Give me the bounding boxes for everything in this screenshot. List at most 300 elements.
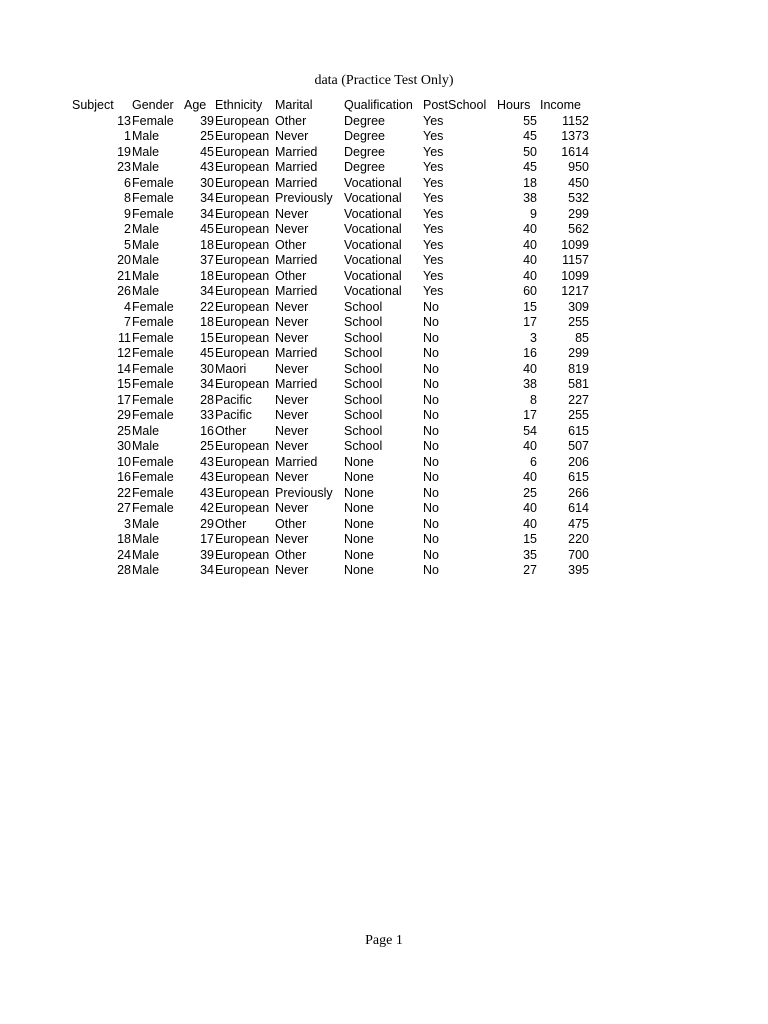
cell-subject: 10 <box>117 454 131 469</box>
cell-subject: 25 <box>117 423 131 438</box>
cell-postschool: Yes <box>423 284 444 298</box>
cell-age: 22 <box>200 299 214 314</box>
table-row <box>0 331 620 347</box>
cell-subject: 19 <box>117 144 131 159</box>
cell-gender: Female <box>132 330 174 345</box>
cell-ethnicity: European <box>215 191 270 205</box>
cell-qualification: Vocational <box>344 253 402 267</box>
cell-income: 227 <box>568 392 589 407</box>
cell-ethnicity: European <box>215 330 270 345</box>
cell-gender: Female <box>132 206 174 221</box>
cell-marital: Never <box>275 330 309 345</box>
cell-hours: 40 <box>523 439 537 453</box>
cell-age: 25 <box>200 439 214 453</box>
column-header-gender: Gender <box>132 98 174 112</box>
cell-marital: Other <box>275 113 307 128</box>
cell-postschool: Yes <box>423 268 444 283</box>
cell-subject: 15 <box>117 377 131 391</box>
cell-postschool: Yes <box>423 237 444 252</box>
table-row <box>0 207 620 223</box>
cell-subject: 5 <box>124 237 131 252</box>
cell-subject: 24 <box>117 547 131 562</box>
table-row <box>0 517 620 533</box>
cell-age: 30 <box>200 175 214 190</box>
cell-age: 39 <box>200 113 214 128</box>
cell-age: 17 <box>200 532 214 546</box>
cell-ethnicity: European <box>215 144 270 159</box>
cell-marital: Never <box>275 532 309 546</box>
cell-hours: 17 <box>523 315 537 329</box>
cell-qualification: Degree <box>344 113 385 128</box>
cell-hours: 6 <box>530 454 537 469</box>
cell-qualification: None <box>344 501 374 515</box>
cell-qualification: School <box>344 330 383 345</box>
cell-postschool: Yes <box>423 175 444 190</box>
cell-ethnicity: European <box>215 284 270 298</box>
table-body <box>0 114 620 579</box>
cell-age: 34 <box>200 284 214 298</box>
column-header-marital: Marital <box>275 98 313 112</box>
cell-subject: 21 <box>117 268 131 283</box>
cell-income: 562 <box>568 222 589 236</box>
column-header-qualification: Qualification <box>344 98 413 112</box>
cell-age: 39 <box>200 547 214 562</box>
cell-qualification: School <box>344 439 383 453</box>
cell-marital: Previously <box>275 485 333 500</box>
cell-hours: 40 <box>523 222 537 236</box>
cell-age: 45 <box>200 144 214 159</box>
cell-qualification: None <box>344 547 374 562</box>
cell-age: 45 <box>200 222 214 236</box>
cell-age: 34 <box>200 563 214 577</box>
table-row <box>0 439 620 455</box>
cell-hours: 54 <box>523 423 537 438</box>
cell-postschool: Yes <box>423 191 444 205</box>
cell-ethnicity: European <box>215 237 270 252</box>
cell-gender: Male <box>132 268 160 283</box>
cell-hours: 38 <box>523 191 537 205</box>
cell-hours: 40 <box>523 516 537 531</box>
cell-marital: Married <box>275 284 318 298</box>
cell-income: 299 <box>568 346 589 360</box>
cell-gender: Male <box>132 237 160 252</box>
cell-ethnicity: Pacific <box>215 408 252 422</box>
cell-postschool: No <box>423 330 439 345</box>
cell-marital: Other <box>275 516 307 531</box>
cell-gender: Female <box>132 191 174 205</box>
cell-hours: 15 <box>523 299 537 314</box>
cell-gender: Male <box>132 144 160 159</box>
cell-gender: Female <box>132 470 174 484</box>
table-row <box>0 191 620 207</box>
cell-income: 255 <box>568 315 589 329</box>
cell-gender: Female <box>132 501 174 515</box>
table-row <box>0 393 620 409</box>
cell-subject: 4 <box>124 299 131 314</box>
cell-marital: Other <box>275 547 307 562</box>
cell-hours: 3 <box>530 330 537 345</box>
cell-ethnicity: European <box>215 563 270 577</box>
column-header-postschool: PostSchool <box>423 98 487 112</box>
column-header-ethnicity: Ethnicity <box>215 98 263 112</box>
cell-ethnicity: European <box>215 253 270 267</box>
cell-subject: 7 <box>124 315 131 329</box>
cell-income: 450 <box>568 175 589 190</box>
cell-qualification: Degree <box>344 144 385 159</box>
table-row <box>0 145 620 161</box>
cell-gender: Male <box>132 423 160 438</box>
cell-marital: Never <box>275 361 309 376</box>
table-row <box>0 222 620 238</box>
cell-subject: 13 <box>117 113 131 128</box>
table-row <box>0 129 620 145</box>
cell-subject: 11 <box>118 330 131 345</box>
cell-gender: Female <box>132 485 174 500</box>
cell-marital: Never <box>275 206 309 221</box>
cell-qualification: School <box>344 346 383 360</box>
cell-income: 475 <box>568 516 589 531</box>
cell-ethnicity: Other <box>215 423 247 438</box>
table-row <box>0 362 620 378</box>
table-row <box>0 300 620 316</box>
cell-postschool: No <box>423 516 439 531</box>
cell-qualification: Degree <box>344 160 385 174</box>
cell-hours: 45 <box>523 129 537 143</box>
cell-gender: Male <box>132 532 160 546</box>
cell-age: 18 <box>200 315 214 329</box>
cell-marital: Other <box>275 237 307 252</box>
cell-marital: Other <box>275 268 307 283</box>
cell-qualification: None <box>344 532 374 546</box>
cell-subject: 30 <box>117 439 131 453</box>
cell-subject: 28 <box>117 563 131 577</box>
cell-subject: 23 <box>117 160 131 174</box>
cell-postschool: Yes <box>423 206 444 221</box>
cell-hours: 40 <box>523 253 537 267</box>
column-header-hours: Hours <box>497 98 531 112</box>
cell-marital: Never <box>275 222 309 236</box>
cell-income: 85 <box>575 330 589 345</box>
column-header-age: Age <box>184 98 207 112</box>
table-row <box>0 486 620 502</box>
cell-subject: 16 <box>117 470 131 484</box>
cell-subject: 6 <box>124 175 131 190</box>
cell-income: 1217 <box>561 284 589 298</box>
cell-age: 37 <box>200 253 214 267</box>
data-table <box>0 98 620 579</box>
cell-marital: Never <box>275 501 309 515</box>
table-header-row <box>0 98 620 114</box>
cell-gender: Male <box>132 547 160 562</box>
cell-income: 581 <box>568 377 589 391</box>
cell-postschool: No <box>423 377 439 391</box>
cell-postschool: Yes <box>423 129 444 143</box>
table-row <box>0 315 620 331</box>
cell-subject: 2 <box>124 222 131 236</box>
cell-income: 614 <box>568 501 589 515</box>
cell-postschool: No <box>423 547 439 562</box>
cell-income: 309 <box>568 299 589 314</box>
cell-age: 30 <box>200 361 214 376</box>
cell-subject: 3 <box>124 516 131 531</box>
cell-ethnicity: European <box>215 315 270 329</box>
cell-qualification: Degree <box>344 129 385 143</box>
cell-hours: 40 <box>523 470 537 484</box>
cell-age: 43 <box>200 454 214 469</box>
cell-income: 615 <box>568 423 589 438</box>
cell-qualification: School <box>344 299 383 314</box>
cell-qualification: School <box>344 315 383 329</box>
cell-marital: Married <box>275 144 318 159</box>
cell-subject: 29 <box>117 408 131 422</box>
cell-ethnicity: European <box>215 532 270 546</box>
cell-hours: 55 <box>523 113 537 128</box>
cell-postschool: Yes <box>423 253 444 267</box>
cell-qualification: None <box>344 516 374 531</box>
table-row <box>0 269 620 285</box>
cell-qualification: School <box>344 377 383 391</box>
cell-hours: 35 <box>523 547 537 562</box>
cell-qualification: School <box>344 423 383 438</box>
cell-qualification: None <box>344 563 374 577</box>
cell-subject: 14 <box>117 361 131 376</box>
column-header-income: Income <box>540 98 581 112</box>
table-row <box>0 284 620 300</box>
cell-gender: Male <box>132 284 160 298</box>
cell-postschool: No <box>423 361 439 376</box>
table-row <box>0 548 620 564</box>
cell-subject: 17 <box>117 392 131 407</box>
cell-age: 34 <box>200 377 214 391</box>
cell-qualification: Vocational <box>344 284 402 298</box>
cell-postschool: No <box>423 315 439 329</box>
cell-postschool: No <box>423 423 439 438</box>
cell-age: 29 <box>200 516 214 531</box>
cell-hours: 40 <box>523 361 537 376</box>
cell-income: 700 <box>568 547 589 562</box>
cell-marital: Married <box>275 160 318 174</box>
cell-age: 43 <box>200 160 214 174</box>
cell-hours: 40 <box>523 268 537 283</box>
cell-hours: 27 <box>523 563 537 577</box>
table-row <box>0 501 620 517</box>
cell-income: 206 <box>568 454 589 469</box>
cell-subject: 12 <box>117 346 131 360</box>
table-row <box>0 455 620 471</box>
cell-postschool: No <box>423 346 439 360</box>
cell-income: 950 <box>568 160 589 174</box>
cell-age: 18 <box>200 268 214 283</box>
cell-ethnicity: European <box>215 485 270 500</box>
cell-marital: Never <box>275 423 309 438</box>
table-row <box>0 532 620 548</box>
cell-qualification: School <box>344 392 383 407</box>
cell-hours: 15 <box>523 532 537 546</box>
cell-marital: Never <box>275 439 309 453</box>
cell-postschool: No <box>423 485 439 500</box>
cell-marital: Never <box>275 408 309 422</box>
cell-age: 15 <box>200 330 214 345</box>
cell-income: 1157 <box>562 253 589 267</box>
cell-hours: 40 <box>523 501 537 515</box>
cell-marital: Never <box>275 129 309 143</box>
cell-postschool: No <box>423 408 439 422</box>
cell-marital: Married <box>275 253 318 267</box>
cell-postschool: No <box>423 299 439 314</box>
cell-qualification: School <box>344 408 383 422</box>
cell-age: 45 <box>200 346 214 360</box>
cell-hours: 60 <box>523 284 537 298</box>
cell-ethnicity: European <box>215 377 270 391</box>
cell-subject: 20 <box>117 253 131 267</box>
cell-income: 220 <box>568 532 589 546</box>
cell-ethnicity: European <box>215 299 270 314</box>
cell-income: 1614 <box>561 144 589 159</box>
cell-subject: 18 <box>117 532 131 546</box>
cell-age: 42 <box>200 501 214 515</box>
cell-ethnicity: Maori <box>215 361 247 376</box>
cell-postschool: No <box>423 563 439 577</box>
cell-marital: Married <box>275 377 318 391</box>
cell-hours: 50 <box>523 144 537 159</box>
cell-hours: 17 <box>523 408 537 422</box>
cell-qualification: Vocational <box>344 175 402 190</box>
cell-gender: Female <box>132 392 174 407</box>
cell-age: 43 <box>200 470 214 484</box>
cell-age: 16 <box>200 423 214 438</box>
cell-postschool: No <box>423 470 439 484</box>
cell-ethnicity: European <box>215 222 270 236</box>
table-row <box>0 160 620 176</box>
cell-age: 18 <box>200 237 214 252</box>
page-footer: Page 1 <box>365 933 403 948</box>
cell-gender: Female <box>132 315 174 329</box>
cell-age: 43 <box>200 485 214 500</box>
cell-postschool: Yes <box>423 113 444 128</box>
cell-hours: 8 <box>530 392 537 407</box>
cell-income: 395 <box>568 563 589 577</box>
cell-qualification: Vocational <box>344 191 402 205</box>
cell-marital: Married <box>275 346 318 360</box>
cell-ethnicity: European <box>215 501 270 515</box>
cell-age: 34 <box>200 191 214 205</box>
cell-income: 266 <box>568 485 589 500</box>
cell-ethnicity: Pacific <box>215 392 252 407</box>
cell-postschool: Yes <box>423 222 444 236</box>
cell-income: 819 <box>568 361 589 376</box>
cell-hours: 40 <box>523 237 537 252</box>
cell-ethnicity: Other <box>215 516 247 531</box>
cell-gender: Female <box>132 454 174 469</box>
cell-gender: Female <box>132 346 174 360</box>
table-row <box>0 408 620 424</box>
table-row <box>0 424 620 440</box>
cell-marital: Never <box>275 392 309 407</box>
cell-qualification: Vocational <box>344 268 402 283</box>
cell-income: 615 <box>568 470 589 484</box>
cell-age: 33 <box>200 408 214 422</box>
cell-hours: 45 <box>523 160 537 174</box>
cell-ethnicity: European <box>215 268 270 283</box>
cell-income: 1099 <box>561 237 589 252</box>
table-row <box>0 470 620 486</box>
cell-income: 1152 <box>562 113 589 128</box>
cell-gender: Female <box>132 299 174 314</box>
cell-hours: 16 <box>523 346 537 360</box>
cell-hours: 9 <box>530 206 537 221</box>
cell-gender: Male <box>132 439 160 453</box>
cell-hours: 25 <box>523 485 537 500</box>
column-header-subject: Subject <box>72 98 114 112</box>
cell-qualification: School <box>344 361 383 376</box>
cell-gender: Male <box>132 253 160 267</box>
cell-income: 507 <box>568 439 589 453</box>
cell-marital: Previously <box>275 191 333 205</box>
cell-marital: Never <box>275 315 309 329</box>
cell-ethnicity: European <box>215 129 270 143</box>
cell-marital: Married <box>275 175 318 190</box>
cell-income: 299 <box>568 206 589 221</box>
cell-ethnicity: European <box>215 454 270 469</box>
cell-ethnicity: European <box>215 113 270 128</box>
cell-age: 28 <box>200 392 214 407</box>
cell-subject: 8 <box>124 191 131 205</box>
cell-income: 1373 <box>561 129 589 143</box>
cell-gender: Male <box>132 516 160 531</box>
cell-subject: 27 <box>117 501 131 515</box>
cell-gender: Female <box>132 408 174 422</box>
cell-age: 25 <box>200 129 214 143</box>
cell-postschool: No <box>423 532 439 546</box>
cell-qualification: None <box>344 454 374 469</box>
cell-ethnicity: European <box>215 206 270 221</box>
table-row <box>0 377 620 393</box>
cell-gender: Male <box>132 160 160 174</box>
cell-postschool: No <box>423 454 439 469</box>
cell-qualification: Vocational <box>344 206 402 221</box>
cell-ethnicity: European <box>215 175 270 190</box>
cell-gender: Female <box>132 377 174 391</box>
cell-postschool: No <box>423 439 439 453</box>
cell-qualification: Vocational <box>344 237 402 252</box>
cell-ethnicity: European <box>215 547 270 562</box>
cell-postschool: No <box>423 501 439 515</box>
table-row <box>0 114 620 130</box>
cell-marital: Married <box>275 454 318 469</box>
cell-postschool: No <box>423 392 439 407</box>
cell-ethnicity: European <box>215 346 270 360</box>
cell-qualification: None <box>344 485 374 500</box>
cell-ethnicity: European <box>215 470 270 484</box>
cell-ethnicity: European <box>215 160 270 174</box>
cell-subject: 26 <box>117 284 131 298</box>
cell-subject: 1 <box>124 129 131 143</box>
table-row <box>0 346 620 362</box>
table-row <box>0 563 620 579</box>
cell-ethnicity: European <box>215 439 270 453</box>
cell-postschool: Yes <box>423 160 444 174</box>
cell-income: 1099 <box>561 268 589 283</box>
cell-income: 532 <box>568 191 589 205</box>
cell-gender: Male <box>132 563 160 577</box>
cell-gender: Female <box>132 113 174 128</box>
table-row <box>0 176 620 192</box>
cell-marital: Never <box>275 563 309 577</box>
table-row <box>0 253 620 269</box>
cell-subject: 9 <box>124 206 131 221</box>
cell-marital: Never <box>275 470 309 484</box>
cell-gender: Female <box>132 175 174 190</box>
